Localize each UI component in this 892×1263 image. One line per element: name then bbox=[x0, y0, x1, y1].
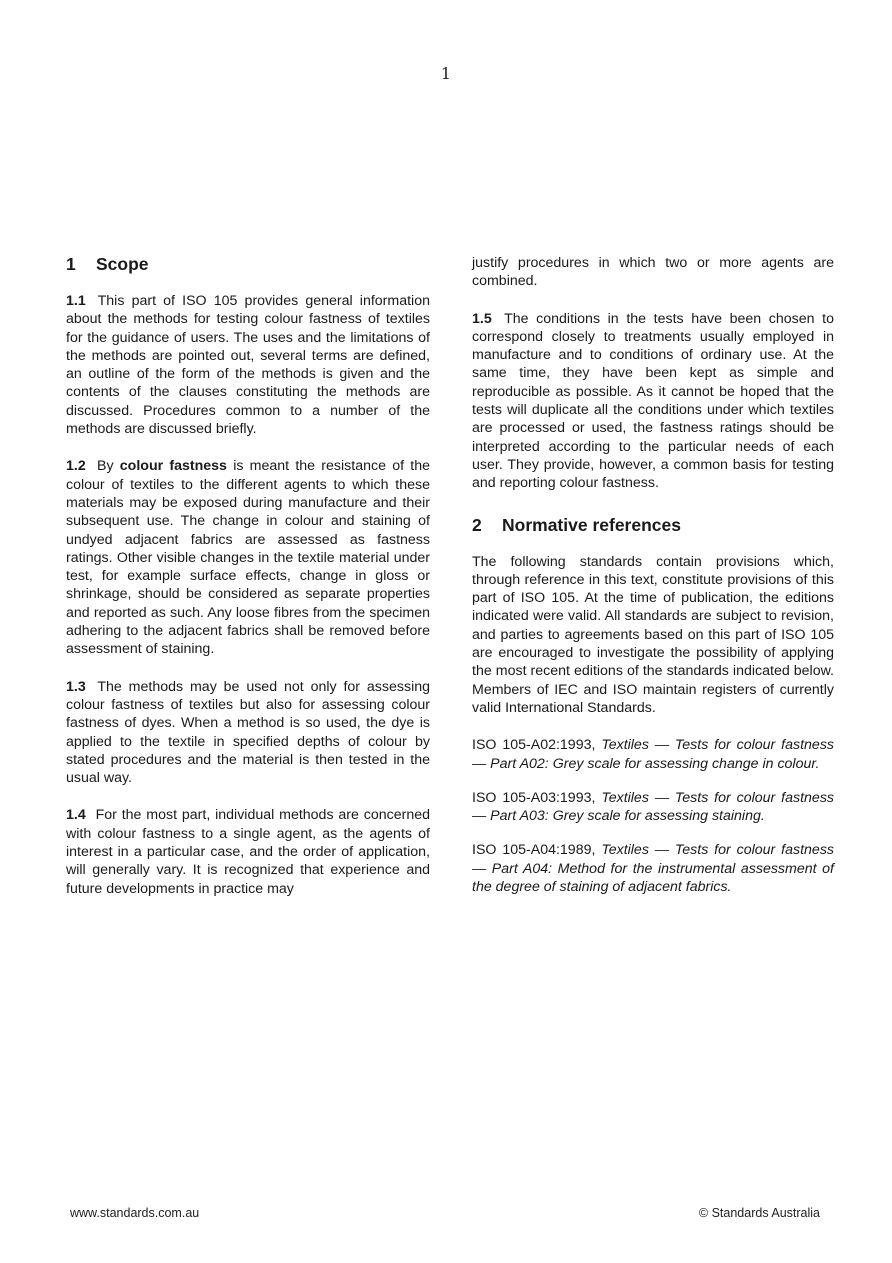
clause-number: 1.5 bbox=[472, 310, 492, 327]
clause-1-4 bbox=[66, 806, 430, 897]
defined-term: colour fastness bbox=[119, 458, 227, 475]
left-column bbox=[66, 254, 430, 917]
clause-1-2 bbox=[66, 457, 430, 658]
reference-title: Textiles — Tests for colour fastness — Part A03: Grey scale for assessing staining. bbox=[472, 789, 835, 825]
page-number: 1 bbox=[440, 64, 452, 83]
reference-title: Textiles — Tests for colour fastness — Part A02: Grey scale for assessing change in colour. bbox=[472, 737, 835, 772]
reference-code: ISO 105-A03:1993, bbox=[472, 789, 596, 806]
reference-item bbox=[472, 789, 834, 826]
reference-item bbox=[472, 736, 834, 773]
clause-text: is meant the resistance of the colour of textiles to the different agents to which these materials may be exposed during manufacture and their subsequent use. The change in colour and staining of undyed adjacent fabrics are assessed as fastness ratings. Other visible changes in the textile material under test, for example surface effects, change in gloss or shrinkage, should be considered as separate properties and reported as such. Any loose fibres from the specimen adhering to the adjacent fabrics shall be removed before assessment of staining. bbox=[66, 458, 430, 658]
clause-1-1 bbox=[66, 292, 430, 438]
clause-1-3 bbox=[66, 678, 430, 788]
clause-1-5 bbox=[472, 310, 834, 493]
reference-code: ISO 105-A02:1993, bbox=[472, 737, 596, 754]
reference-title: Textiles — Tests for colour fastness — Part A04: Method for the instrumental assessment of the degree of staining of adjacent fabrics. bbox=[472, 842, 835, 896]
scope-heading-text: Scope bbox=[96, 254, 149, 274]
footer-copyright: © Standards Australia bbox=[698, 1206, 820, 1220]
clause-text: For the most part, individual methods are concerned with colour fastness to a single agent, as the agents of interest in a particular case, and the order of application, will generally vary. It is recognized that experience and future developments in practice may bbox=[66, 807, 430, 897]
normative-heading-number: 2 bbox=[472, 514, 482, 535]
normative-intro: The following standards contain provisions which, through reference in this text, constitute provisions of this part of ISO 105. At the time of publication, the editions indicated were valid. All standards are subject to revision, and parties to agreements based on this part of ISO 105 are encouraged to investigate the possibility of applying the most recent editions of the standards indicated below. Members of IEC and ISO maintain registers of currently valid International Standards. bbox=[472, 553, 834, 716]
right-column bbox=[472, 254, 834, 912]
normative-references-heading bbox=[472, 515, 834, 535]
clause-number: 1.3 bbox=[66, 678, 86, 695]
clause-number: 1.4 bbox=[66, 807, 86, 824]
clause-1-4-continued: justify procedures in which two or more agents are combined. bbox=[472, 255, 834, 290]
reference-item bbox=[472, 841, 834, 896]
clause-text: The conditions in the tests have been chosen to correspond closely to treatments usually employed in manufacture and to conditions of ordinary use. At the same time, they have been kept as simple and reproducible as possible. As it cannot be hoped that the tests will duplicate all the conditions under which textiles are processed or used, the fastness ratings should be interpreted according to the particular needs of each user. They provide, however, a common basis for testing and reporting colour fastness. bbox=[472, 310, 834, 492]
clause-number: 1.2 bbox=[66, 458, 86, 475]
clause-number: 1.1 bbox=[66, 293, 86, 309]
scope-heading-number: 1 bbox=[66, 254, 76, 274]
reference-code: ISO 105-A04:1989, bbox=[472, 842, 596, 859]
scope-heading bbox=[66, 254, 430, 274]
clause-text-pre: By bbox=[96, 458, 114, 475]
footer-website[interactable]: www.standards.com.au bbox=[70, 1206, 200, 1220]
clause-text: This part of ISO 105 provides general information about the methods for testing colour fastness of textiles for the guidance of users. The uses and the limitations of the methods are pointed out, several terms are defined, an outline of the form of the methods is given and the contents of the clauses constituting the methods are discussed. Procedures common to a number of the methods are discussed briefly. bbox=[66, 293, 430, 438]
normative-heading-text: Normative references bbox=[502, 514, 681, 535]
clause-text: The methods may be used not only for assessing colour fastness of textiles but also for assessing colour fastness of dyes. When a method is so used, the dye is applied to the textile in specified depths of colour by stated procedures and the material is then tested in the usual way. bbox=[66, 678, 430, 787]
